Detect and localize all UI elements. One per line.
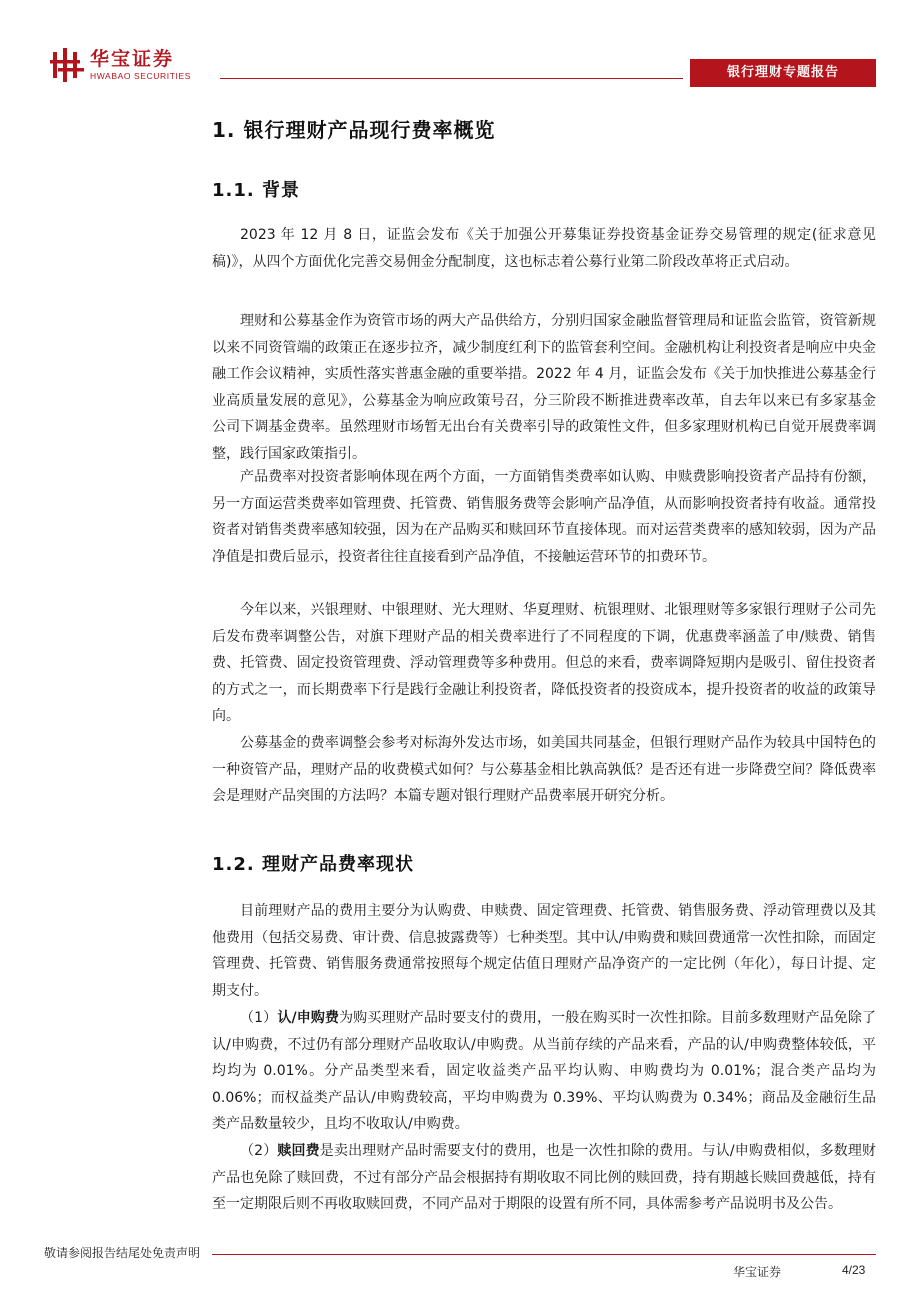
brand-name-cn: 华宝证券 <box>90 48 175 70</box>
paragraph: 产品费率对投资者影响体现在两个方面，一方面销售类费率如认购、申赎费影响投资者产品持有份额，另一方面运营类费率如管理费、托管费、销售服务费等会影响产品净值，从而影响投资者持有收益。通常投资者对销售类费率感知较强，因为在产品购买和赎回环节直接体现。而对运营类费率的感知较弱，因为产品净值是扣费后显示，投资者往往直接看到产品净值，不接触运营环节的扣费环节。 <box>212 469 876 565</box>
item-text: 是卖出理财产品时需要支付的费用，也是一次性扣除的费用。与认/申购费相似，多数理财产品也免除了赎回费，不过有部分产品会根据持有期收取不同比例的赎回费，持有期越长赎回费越低，持有至一定期限后则不再收取赎回费，不同产品对于期限的设置有所不同，具体需参考产品说明书及公告。 <box>212 1143 877 1212</box>
fee-item-subscription <box>212 1005 876 1138</box>
header-divider <box>220 78 683 79</box>
paragraph: 今年以来，兴银理财、中银理财、光大理财、华夏理财、杭银理财、北银理财等多家银行理财子公司先后发布费率调整公告，对旗下理财产品的相关费率进行了不同程度的下调，优惠费率涵盖了申/赎费、销售费、托管费、固定投资管理费、浮动管理费等多种费用。但总的来看，费率调降短期内是吸引、留住投资者的方式之一，而长期费率下行是践行金融让利投资者，降低投资者的投资成本，提升投资者的收益的政策导向。 <box>212 602 876 724</box>
footer-divider <box>212 1254 876 1255</box>
item-prefix: （2） <box>240 1143 278 1159</box>
company-logo <box>50 48 210 84</box>
paragraph: 2023 年 12 月 8 日，证监会发布《关于加强公开募集证券投资基金证券交易管理的规定(征求意见稿)》，从四个方面优化完善交易佣金分配制度，这也标志着公募行业第二阶段改革将正式启动。 <box>212 227 876 270</box>
item-term: 赎回费 <box>277 1143 320 1159</box>
item-text: 为购买理财产品时要支付的费用，一般在购买时一次性扣除。目前多数理财产品免除了认/申购费，不过仍有部分理财产品收取认/申购费。从当前存续的产品来看，产品的认/申购费整体较低，平均均为 0.01%。分产品类型来看，固定收益类产品平均认购、申购费均为 0.01%；混合类产品均为 0.06%；而权益类产品认/申购费较高，平均申购费为 0.39%、平均认购费为 0.34%；商品及金融衍生品类产品数量较少，且均不收取认/申购费。 <box>212 1010 876 1132</box>
paragraph: 理财和公募基金作为资管市场的两大产品供给方，分别归国家金融监督管理局和证监会监管，资管新规以来不同资管端的政策正在逐步拉齐，减少制度红利下的监管套利空间。金融机构让利投资者是响应中央金融工作会议精神，实质性落实普惠金融的重要举措。2022 年 4 月，证监会发布《关于加快推进公募基金行业高质量发展的意见》，公募基金为响应政策号召，分三阶段不断推进费率改革，自去年以来已有多家基金公司下调基金费率。虽然理财市场暂无出台有关费率引导的政策性文件，但多家理财机构已自觉开展费率调整，践行国家政策指引。 <box>212 313 876 462</box>
section-heading-fee-status: 1.2. 理财产品费率现状 <box>212 854 414 875</box>
brand-name-en: HWABAO SECURITIES <box>90 71 192 81</box>
footer-brand: 华宝证券 <box>733 1265 782 1279</box>
page-number: 4/23 <box>842 1263 866 1277</box>
hwabao-logo-icon <box>50 48 86 82</box>
item-prefix: （1） <box>240 1010 278 1026</box>
page-title: 1. 银行理财产品现行费率概览 <box>212 118 496 142</box>
paragraph: 公募基金的费率调整会参考对标海外发达市场，如美国共同基金，但银行理财产品作为较具中国特色的一种资管产品，理财产品的收费模式如何？与公募基金相比孰高孰低？是否还有进一步降费空间？降低费率会是理财产品突围的方法吗？本篇专题对银行理财产品费率展开研究分析。 <box>212 735 876 804</box>
fee-item-redemption <box>212 1138 876 1218</box>
disclaimer-note: 敬请参阅报告结尾处免责声明 <box>44 1246 201 1260</box>
section-heading-background: 1.1. 背景 <box>212 180 300 201</box>
report-type-badge: 银行理财专题报告 <box>690 59 876 87</box>
paragraph: 目前理财产品的费用主要分为认购费、申赎费、固定管理费、托管费、销售服务费、浮动管理费以及其他费用（包括交易费、审计费、信息披露费等）七种类型。其中认/申购费和赎回费通常一次性扣除，而固定管理费、托管费、销售服务费通常按照每个规定估值日理财产品净资产的一定比例（年化），每日计提、定期支付。 <box>212 903 876 999</box>
item-term: 认/申购费 <box>277 1010 340 1026</box>
